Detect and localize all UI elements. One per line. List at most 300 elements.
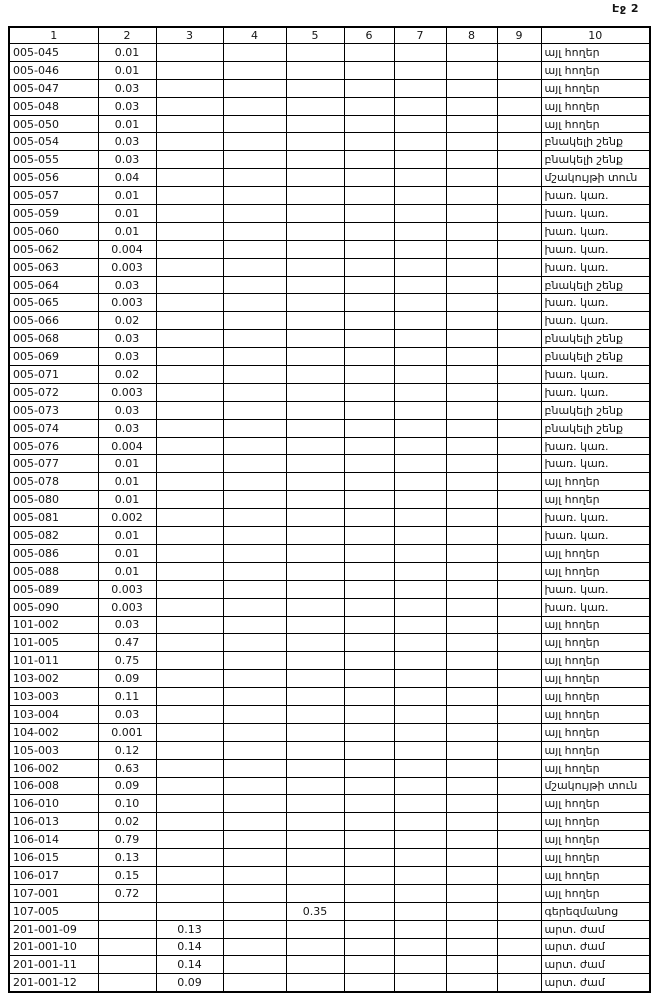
category-cell: այլ հողեր bbox=[541, 723, 650, 741]
category-cell: արտ. ժամ bbox=[541, 974, 650, 992]
value-cell bbox=[344, 974, 394, 992]
value-cell bbox=[286, 258, 344, 276]
value-cell bbox=[497, 437, 541, 455]
category-cell: այլ հողեր bbox=[541, 759, 650, 777]
value-cell bbox=[497, 938, 541, 956]
value-cell bbox=[394, 240, 446, 258]
value-cell bbox=[344, 741, 394, 759]
table-row bbox=[9, 348, 650, 366]
value-cell bbox=[497, 795, 541, 813]
table-row bbox=[9, 240, 650, 258]
code-cell: 005-072 bbox=[9, 383, 98, 401]
category-cell: խառ. կառ. bbox=[541, 437, 650, 455]
value-cell bbox=[394, 527, 446, 545]
value-cell: 0.01 bbox=[98, 115, 156, 133]
table-row bbox=[9, 920, 650, 938]
value-cell: 0.01 bbox=[98, 544, 156, 562]
value-cell: 0.02 bbox=[98, 366, 156, 384]
value-cell bbox=[286, 240, 344, 258]
code-cell: 005-073 bbox=[9, 401, 98, 419]
value-cell bbox=[156, 813, 223, 831]
value-cell bbox=[446, 795, 497, 813]
category-cell: այլ հողեր bbox=[541, 562, 650, 580]
value-cell bbox=[286, 115, 344, 133]
category-cell: խառ. կառ. bbox=[541, 258, 650, 276]
value-cell: 0.003 bbox=[98, 258, 156, 276]
value-cell bbox=[497, 240, 541, 258]
code-cell: 005-080 bbox=[9, 491, 98, 509]
value-cell bbox=[286, 759, 344, 777]
code-cell: 005-046 bbox=[9, 61, 98, 79]
category-cell: գերեզմանոց bbox=[541, 902, 650, 920]
value-cell bbox=[446, 187, 497, 205]
value-cell bbox=[223, 849, 286, 867]
value-cell bbox=[344, 777, 394, 795]
value-cell: 0.09 bbox=[98, 670, 156, 688]
category-cell: բնակելի շենք bbox=[541, 401, 650, 419]
value-cell bbox=[156, 705, 223, 723]
value-cell: 0.35 bbox=[286, 902, 344, 920]
code-cell: 106-002 bbox=[9, 759, 98, 777]
value-cell bbox=[98, 974, 156, 992]
value-cell bbox=[286, 294, 344, 312]
value-cell bbox=[286, 97, 344, 115]
value-cell bbox=[286, 723, 344, 741]
value-cell bbox=[286, 187, 344, 205]
value-cell bbox=[446, 491, 497, 509]
value-cell bbox=[344, 222, 394, 240]
value-cell bbox=[223, 956, 286, 974]
value-cell bbox=[344, 491, 394, 509]
value-cell bbox=[446, 97, 497, 115]
value-cell bbox=[446, 509, 497, 527]
value-cell: 0.01 bbox=[98, 527, 156, 545]
value-cell bbox=[344, 133, 394, 151]
value-cell bbox=[344, 705, 394, 723]
value-cell bbox=[394, 777, 446, 795]
table-row bbox=[9, 598, 650, 616]
value-cell bbox=[286, 652, 344, 670]
code-cell: 005-068 bbox=[9, 330, 98, 348]
value-cell bbox=[446, 240, 497, 258]
code-cell: 005-065 bbox=[9, 294, 98, 312]
value-cell bbox=[497, 598, 541, 616]
value-cell bbox=[223, 366, 286, 384]
value-cell bbox=[223, 258, 286, 276]
value-cell bbox=[446, 741, 497, 759]
value-cell bbox=[156, 115, 223, 133]
value-cell bbox=[497, 652, 541, 670]
value-cell bbox=[344, 544, 394, 562]
value-cell bbox=[394, 312, 446, 330]
value-cell bbox=[446, 44, 497, 62]
value-cell: 0.02 bbox=[98, 813, 156, 831]
value-cell bbox=[497, 777, 541, 795]
code-cell: 107-005 bbox=[9, 902, 98, 920]
value-cell bbox=[156, 187, 223, 205]
value-cell bbox=[446, 580, 497, 598]
category-cell: արտ. ժամ bbox=[541, 938, 650, 956]
table-row bbox=[9, 527, 650, 545]
value-cell: 0.75 bbox=[98, 652, 156, 670]
value-cell bbox=[223, 330, 286, 348]
value-cell bbox=[344, 419, 394, 437]
category-cell: խառ. կառ. bbox=[541, 222, 650, 240]
category-cell: այլ հողեր bbox=[541, 813, 650, 831]
value-cell bbox=[286, 491, 344, 509]
category-cell: մշակույթի տուն bbox=[541, 777, 650, 795]
value-cell bbox=[497, 348, 541, 366]
value-cell bbox=[394, 938, 446, 956]
value-cell bbox=[156, 169, 223, 187]
table-row bbox=[9, 741, 650, 759]
value-cell bbox=[223, 473, 286, 491]
value-cell bbox=[497, 956, 541, 974]
value-cell bbox=[344, 330, 394, 348]
table-body bbox=[9, 44, 650, 993]
table-row bbox=[9, 401, 650, 419]
code-cell: 005-055 bbox=[9, 151, 98, 169]
value-cell bbox=[344, 366, 394, 384]
value-cell bbox=[286, 509, 344, 527]
value-cell bbox=[223, 705, 286, 723]
value-cell bbox=[497, 419, 541, 437]
value-cell bbox=[286, 705, 344, 723]
category-cell: բնակելի շենք bbox=[541, 133, 650, 151]
value-cell: 0.01 bbox=[98, 562, 156, 580]
value-cell bbox=[497, 330, 541, 348]
value-cell bbox=[286, 634, 344, 652]
value-cell: 0.02 bbox=[98, 312, 156, 330]
value-cell bbox=[223, 401, 286, 419]
category-cell: խառ. կառ. bbox=[541, 312, 650, 330]
table-row bbox=[9, 97, 650, 115]
value-cell bbox=[394, 759, 446, 777]
value-cell bbox=[344, 580, 394, 598]
table-row bbox=[9, 670, 650, 688]
table-row bbox=[9, 705, 650, 723]
column-header: 5 bbox=[286, 27, 344, 44]
value-cell bbox=[223, 884, 286, 902]
value-cell bbox=[223, 312, 286, 330]
value-cell bbox=[497, 670, 541, 688]
value-cell bbox=[156, 544, 223, 562]
value-cell bbox=[497, 920, 541, 938]
value-cell bbox=[446, 831, 497, 849]
category-cell: այլ հողեր bbox=[541, 741, 650, 759]
value-cell bbox=[344, 401, 394, 419]
value-cell bbox=[344, 187, 394, 205]
value-cell bbox=[446, 902, 497, 920]
value-cell bbox=[446, 956, 497, 974]
category-cell: այլ հողեր bbox=[541, 866, 650, 884]
table-row bbox=[9, 383, 650, 401]
value-cell bbox=[394, 884, 446, 902]
code-cell: 005-086 bbox=[9, 544, 98, 562]
table-row bbox=[9, 795, 650, 813]
value-cell bbox=[286, 688, 344, 706]
category-cell: բնակելի շենք bbox=[541, 419, 650, 437]
table-row bbox=[9, 169, 650, 187]
value-cell bbox=[497, 222, 541, 240]
value-cell bbox=[344, 151, 394, 169]
value-cell bbox=[156, 312, 223, 330]
value-cell bbox=[446, 437, 497, 455]
value-cell bbox=[394, 79, 446, 97]
table-row bbox=[9, 330, 650, 348]
category-cell: խառ. կառ. bbox=[541, 598, 650, 616]
value-cell bbox=[497, 79, 541, 97]
value-cell bbox=[344, 795, 394, 813]
value-cell bbox=[446, 920, 497, 938]
table-row bbox=[9, 61, 650, 79]
value-cell bbox=[394, 920, 446, 938]
value-cell bbox=[156, 401, 223, 419]
column-header: 8 bbox=[446, 27, 497, 44]
value-cell bbox=[223, 670, 286, 688]
table-row bbox=[9, 222, 650, 240]
value-cell bbox=[394, 97, 446, 115]
value-cell bbox=[223, 61, 286, 79]
value-cell bbox=[394, 419, 446, 437]
table-row bbox=[9, 437, 650, 455]
value-cell bbox=[223, 616, 286, 634]
value-cell bbox=[156, 455, 223, 473]
code-cell: 201-001-09 bbox=[9, 920, 98, 938]
value-cell bbox=[223, 419, 286, 437]
value-cell bbox=[446, 222, 497, 240]
table-row bbox=[9, 634, 650, 652]
value-cell bbox=[344, 616, 394, 634]
code-cell: 101-002 bbox=[9, 616, 98, 634]
value-cell bbox=[446, 330, 497, 348]
table-row bbox=[9, 777, 650, 795]
category-cell: այլ հողեր bbox=[541, 831, 650, 849]
value-cell bbox=[344, 79, 394, 97]
value-cell bbox=[446, 670, 497, 688]
value-cell bbox=[344, 348, 394, 366]
code-cell: 103-004 bbox=[9, 705, 98, 723]
value-cell bbox=[446, 115, 497, 133]
value-cell bbox=[497, 151, 541, 169]
value-cell bbox=[223, 151, 286, 169]
code-cell: 103-003 bbox=[9, 688, 98, 706]
value-cell bbox=[497, 527, 541, 545]
value-cell bbox=[394, 330, 446, 348]
value-cell bbox=[497, 294, 541, 312]
table-row bbox=[9, 509, 650, 527]
value-cell: 0.03 bbox=[98, 419, 156, 437]
value-cell bbox=[446, 866, 497, 884]
value-cell bbox=[446, 169, 497, 187]
table-row bbox=[9, 652, 650, 670]
value-cell bbox=[497, 509, 541, 527]
value-cell bbox=[446, 705, 497, 723]
code-cell: 101-011 bbox=[9, 652, 98, 670]
code-cell: 005-064 bbox=[9, 276, 98, 294]
value-cell bbox=[497, 741, 541, 759]
value-cell bbox=[156, 741, 223, 759]
value-cell bbox=[344, 598, 394, 616]
value-cell bbox=[286, 938, 344, 956]
value-cell bbox=[497, 473, 541, 491]
value-cell bbox=[394, 849, 446, 867]
value-cell: 0.47 bbox=[98, 634, 156, 652]
value-cell bbox=[344, 956, 394, 974]
code-cell: 103-002 bbox=[9, 670, 98, 688]
category-cell: բնակելի շենք bbox=[541, 276, 650, 294]
value-cell bbox=[223, 634, 286, 652]
value-cell bbox=[223, 509, 286, 527]
value-cell bbox=[446, 938, 497, 956]
value-cell: 0.002 bbox=[98, 509, 156, 527]
value-cell bbox=[223, 562, 286, 580]
value-cell bbox=[286, 366, 344, 384]
value-cell bbox=[286, 974, 344, 992]
column-header: 10 bbox=[541, 27, 650, 44]
value-cell: 0.003 bbox=[98, 294, 156, 312]
code-cell: 005-069 bbox=[9, 348, 98, 366]
code-cell: 106-017 bbox=[9, 866, 98, 884]
value-cell bbox=[344, 813, 394, 831]
value-cell bbox=[344, 527, 394, 545]
value-cell bbox=[446, 527, 497, 545]
value-cell bbox=[223, 348, 286, 366]
table-row bbox=[9, 938, 650, 956]
value-cell bbox=[446, 133, 497, 151]
category-cell: խառ. կառ. bbox=[541, 455, 650, 473]
value-cell bbox=[497, 44, 541, 62]
value-cell bbox=[394, 544, 446, 562]
table-row bbox=[9, 491, 650, 509]
value-cell bbox=[394, 562, 446, 580]
category-cell: բնակելի շենք bbox=[541, 330, 650, 348]
value-cell bbox=[497, 688, 541, 706]
value-cell bbox=[497, 562, 541, 580]
value-cell: 0.01 bbox=[98, 455, 156, 473]
value-cell bbox=[344, 938, 394, 956]
value-cell bbox=[98, 956, 156, 974]
value-cell bbox=[223, 169, 286, 187]
value-cell bbox=[394, 455, 446, 473]
value-cell bbox=[344, 920, 394, 938]
value-cell bbox=[344, 115, 394, 133]
value-cell: 0.14 bbox=[156, 956, 223, 974]
value-cell bbox=[344, 652, 394, 670]
value-cell bbox=[497, 312, 541, 330]
category-cell: խառ. կառ. bbox=[541, 187, 650, 205]
table-row bbox=[9, 205, 650, 223]
value-cell bbox=[497, 258, 541, 276]
value-cell bbox=[156, 688, 223, 706]
value-cell bbox=[394, 115, 446, 133]
value-cell bbox=[394, 205, 446, 223]
category-cell: այլ հողեր bbox=[541, 884, 650, 902]
code-cell: 005-056 bbox=[9, 169, 98, 187]
value-cell bbox=[286, 437, 344, 455]
category-cell: այլ հողեր bbox=[541, 670, 650, 688]
code-cell: 107-001 bbox=[9, 884, 98, 902]
value-cell bbox=[497, 974, 541, 992]
code-cell: 005-048 bbox=[9, 97, 98, 115]
code-cell: 106-014 bbox=[9, 831, 98, 849]
value-cell bbox=[446, 205, 497, 223]
category-cell: այլ հողեր bbox=[541, 795, 650, 813]
value-cell bbox=[286, 312, 344, 330]
value-cell bbox=[497, 580, 541, 598]
value-cell bbox=[286, 562, 344, 580]
value-cell bbox=[394, 795, 446, 813]
table-row bbox=[9, 759, 650, 777]
value-cell bbox=[446, 688, 497, 706]
code-cell: 005-088 bbox=[9, 562, 98, 580]
value-cell bbox=[446, 473, 497, 491]
value-cell bbox=[223, 527, 286, 545]
value-cell bbox=[344, 258, 394, 276]
category-cell: այլ հողեր bbox=[541, 44, 650, 62]
column-header: 6 bbox=[344, 27, 394, 44]
value-cell bbox=[286, 222, 344, 240]
value-cell: 0.03 bbox=[98, 276, 156, 294]
value-cell bbox=[223, 741, 286, 759]
code-cell: 005-076 bbox=[9, 437, 98, 455]
value-cell bbox=[394, 616, 446, 634]
value-cell bbox=[497, 491, 541, 509]
value-cell bbox=[223, 544, 286, 562]
category-cell: խառ. կառ. bbox=[541, 205, 650, 223]
value-cell bbox=[344, 634, 394, 652]
value-cell bbox=[344, 884, 394, 902]
value-cell bbox=[223, 723, 286, 741]
value-cell bbox=[156, 598, 223, 616]
value-cell bbox=[286, 598, 344, 616]
land-register-table bbox=[8, 26, 651, 993]
value-cell bbox=[286, 580, 344, 598]
value-cell: 0.63 bbox=[98, 759, 156, 777]
value-cell bbox=[156, 616, 223, 634]
code-cell: 005-066 bbox=[9, 312, 98, 330]
value-cell bbox=[446, 777, 497, 795]
value-cell: 0.10 bbox=[98, 795, 156, 813]
value-cell bbox=[223, 652, 286, 670]
value-cell bbox=[344, 97, 394, 115]
value-cell bbox=[394, 348, 446, 366]
value-cell: 0.79 bbox=[98, 831, 156, 849]
value-cell bbox=[286, 276, 344, 294]
value-cell bbox=[286, 670, 344, 688]
value-cell bbox=[156, 366, 223, 384]
category-cell: այլ հողեր bbox=[541, 705, 650, 723]
value-cell bbox=[446, 312, 497, 330]
code-cell: 005-071 bbox=[9, 366, 98, 384]
value-cell bbox=[446, 562, 497, 580]
code-cell: 105-003 bbox=[9, 741, 98, 759]
category-cell: խառ. կառ. bbox=[541, 294, 650, 312]
value-cell bbox=[286, 741, 344, 759]
value-cell: 0.04 bbox=[98, 169, 156, 187]
value-cell bbox=[156, 419, 223, 437]
value-cell bbox=[497, 366, 541, 384]
value-cell bbox=[286, 473, 344, 491]
value-cell bbox=[446, 258, 497, 276]
value-cell bbox=[156, 670, 223, 688]
value-cell bbox=[286, 151, 344, 169]
table-row bbox=[9, 884, 650, 902]
value-cell bbox=[497, 884, 541, 902]
value-cell bbox=[223, 222, 286, 240]
column-header: 2 bbox=[98, 27, 156, 44]
code-cell: 005-062 bbox=[9, 240, 98, 258]
